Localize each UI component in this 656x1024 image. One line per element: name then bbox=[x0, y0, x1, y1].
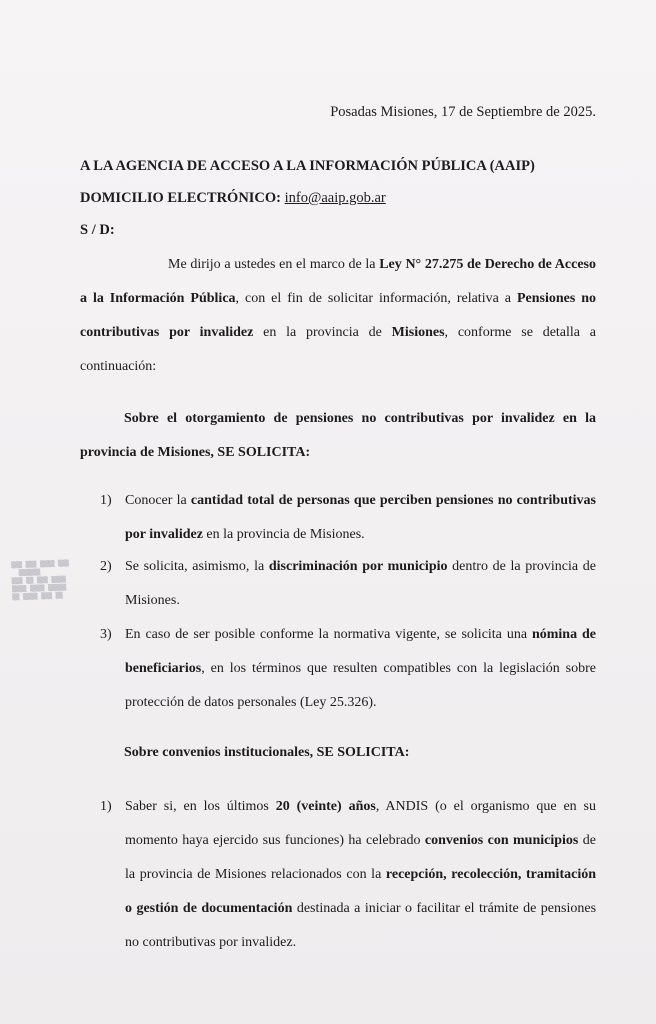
item-bold: nómina de beneficiarios bbox=[125, 627, 596, 676]
item-text: destinada a iniciar o facilitar el trámite de pensiones no contributivas por invalidez. bbox=[125, 901, 597, 950]
domicilio-email-link[interactable]: info@aaip.gob.ar bbox=[284, 190, 386, 206]
item-text: de la provincia de Misiones relacionados con la bbox=[125, 833, 596, 882]
item-text: en la provincia de Misiones. bbox=[202, 527, 365, 542]
item-number: 2) bbox=[100, 559, 112, 574]
item-bold: convenios con municipios bbox=[424, 833, 579, 848]
item-text: En caso de ser posible conforme la normativa vigente, se solicita una bbox=[125, 627, 532, 642]
item-number: 1) bbox=[100, 799, 112, 814]
domicilio-label: DOMICILIO ELECTRÓNICO: bbox=[80, 190, 282, 206]
section1-heading bbox=[80, 402, 596, 470]
intro-text-4: , conforme se detalla a continuación: bbox=[80, 325, 597, 374]
item-bold: 20 (veinte) años bbox=[275, 799, 376, 814]
item-bold: discriminación por municipio bbox=[268, 559, 448, 574]
domicilio-line bbox=[80, 190, 386, 207]
sd-line: S / D: bbox=[80, 222, 115, 238]
date-line: Posadas Misiones, 17 de Septiembre de 2025. bbox=[330, 104, 596, 120]
section1-heading-text: Sobre el otorgamiento de pensiones no contributivas por invalidez en la provincia de Misiones, SE SOLICITA: bbox=[80, 411, 596, 460]
section1-item-3 bbox=[80, 618, 596, 720]
recipient-heading: A LA AGENCIA DE ACCESO A LA INFORMACIÓN PÚBLICA (AAIP) bbox=[80, 158, 535, 174]
intro-text-3: en la provincia de bbox=[253, 325, 392, 340]
item-bold: recepción, recolección, tramitación o gestión de documentación bbox=[125, 867, 596, 916]
item-text: Conocer la bbox=[125, 493, 191, 508]
item-text: , en los términos que resulten compatibles con la legislación sobre protección de datos personales (Ley 25.326). bbox=[125, 661, 596, 710]
section1-item-2 bbox=[80, 550, 596, 618]
item-text: , ANDIS (o el organismo que en su momento haya ejercido sus funciones) ha celebrado bbox=[125, 799, 597, 848]
item-number: 1) bbox=[100, 493, 112, 508]
item-text: dentro de la provincia de Misiones. bbox=[125, 559, 596, 608]
section1-item-1 bbox=[80, 484, 596, 552]
item-text: Se solicita, asimismo, la bbox=[125, 559, 269, 574]
item-text: Saber si, en los últimos bbox=[125, 799, 276, 814]
item-number: 3) bbox=[100, 627, 112, 642]
intro-text-1: Me dirijo a ustedes en el marco de la bbox=[168, 257, 380, 272]
intro-text-2: , con el fin de solicitar información, relativa a bbox=[235, 291, 517, 306]
intro-topic: Pensiones no contributivas por invalidez bbox=[80, 291, 597, 340]
faint-stamp-mark: ▒▒▒ ▒▒▒ ▒▒▒▒ ▒▒▒ ▒▒▒▒▒▒ ▒▒▒ ▒▒ ▒▒▒ ▒▒▒▒ ▒▒▒▒ ▒▒▒▒ ▒▒▒▒▒ ▒▒ ▒▒▒▒ ▒▒▒ ▒▒ bbox=[11, 559, 70, 601]
section2-item-1 bbox=[80, 790, 596, 960]
item-bold: cantidad total de personas que perciben pensiones no contributivas por invalidez bbox=[125, 493, 597, 542]
section2-heading bbox=[80, 736, 596, 770]
intro-law: Ley N° 27.275 de Derecho de Acceso a la Información Pública bbox=[80, 257, 596, 306]
intro-province: Misiones bbox=[391, 325, 445, 340]
section2-heading-text: Sobre convenios institucionales, SE SOLICITA: bbox=[124, 745, 410, 760]
intro-paragraph bbox=[80, 248, 596, 384]
